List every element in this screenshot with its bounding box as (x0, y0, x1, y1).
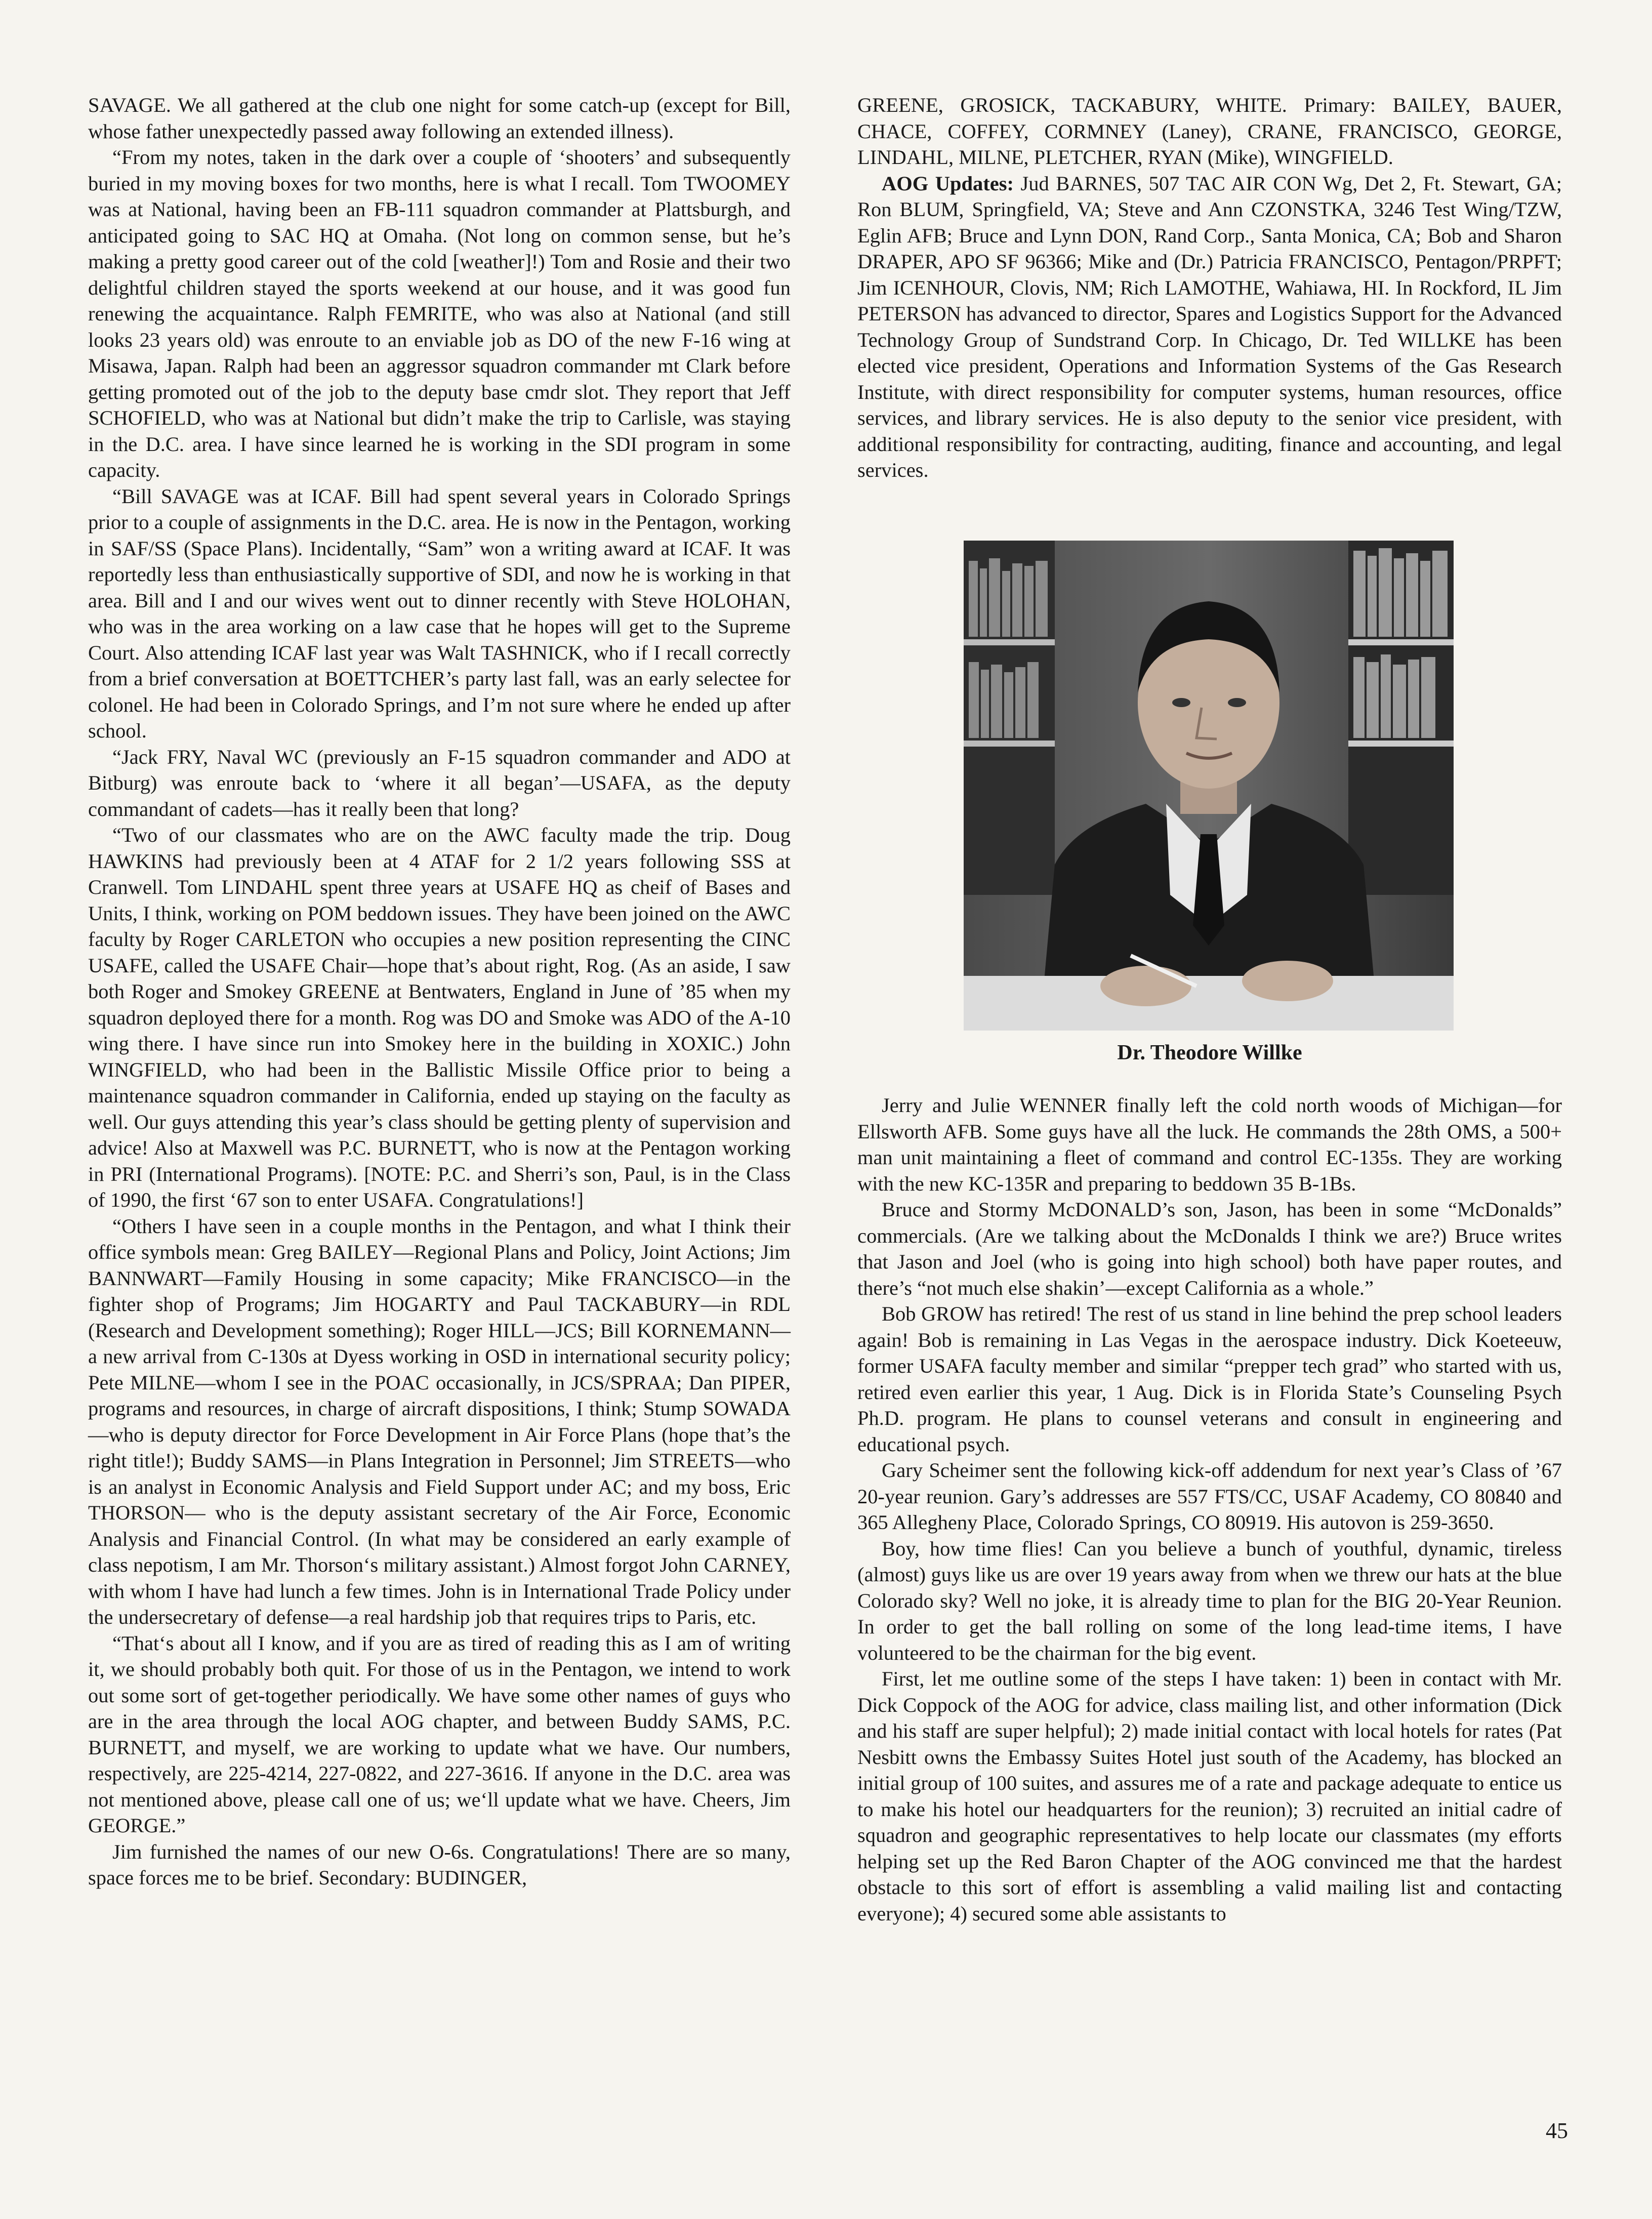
paragraph: Bruce and Stormy McDONALD’s son, Jason, has been in some “McDonalds” commercials. (Are we talking about the McDonalds I think we are?) Bruce writes that Jason and Joel (who is going into high school) both have paper routes, and there’s “not much else shakin’—except California as a whole.” (857, 1198, 1562, 1299)
paragraph: “From my notes, taken in the dark over a couple of ‘shooters’ and subsequently buried in my moving boxes for two months, here is what I recall. Tom TWOOMEY was at National, having been an FB-111 squadron commander at Plattsburgh, and anticipated going to SAC HQ at Omaha. (Not long on common sense, but he’s making a pretty good career out of the cold [weather]!) Tom and Rosie and their two delightful children stayed the sports weekend at our house, and it was good fun renewing the acquaintance. Ralph FEMRITE, who was also at National (and still looks 23 years old) was enroute to an enviable job as DO of the new F-16 wing at Misawa, Japan. Ralph had been an aggressor squadron commander mt Clark before getting promoted out of the job to the deputy base cmdr slot. They report that Jeff SCHOFIELD, who was at National but didn’t make the trip to Carlisle, was staying in the D.C. area. I have since learned he is working in the SDI program in some capacity. (88, 146, 791, 481)
paragraph: First, let me outline some of the steps I have taken: 1) been in contact with Mr. Dick Coppock of the AOG for advice, class mailing list, and other information (Dick and his staff are super helpful); 2) made initial contact with local hotels for rates (Pat Nesbitt owns the Embassy Suites Hotel just south of the Academy, has blocked an initial group of 100 suites, and assures me of a rate and package adequate to entice us to make his hotel our headquarters for the reunion); 3) recruited an initial cadre of squadron and geographic representatives to help locate our classmates (my efforts helping set up the Red Baron Chapter of the AOG convinced me that the hardest obstacle to this sort of effort is assembling a valid mailing list and contacting everyone); 4) secured some able assistants to (857, 1667, 1562, 1925)
photo-caption: Dr. Theodore Willke (1117, 1041, 1302, 1064)
paragraph: “Others I have seen in a couple months in the Pentagon, and what I think their office symbols mean: Greg BAILEY—Regional Plans and Policy, Joint Actions; Jim BANNWART—Family Housing in some capacity; Mike FRANCISCO—in the fighter shop of Programs; Jim HOGARTY and Paul TACKABURY—in RDL (Research and Development something); Roger HILL—JCS; Bill KORNEMANN—a new arrival from C-130s at Dyess working in OSD in international security policy; Pete MILNE—whom I see in the POAC occasionally, in JCS/SPRAA; Dan PIPER, programs and resources, in charge of aircraft dispositions, I think; Stump SOWADA—who is deputy director for Force Development in Air Force Plans (hope that’s the right title!); Buddy SAMS—in Plans Integration in Personnel; Jim STREETS—who is an analyst in Economic Analysis and Field Support under AC; and my boss, Eric THORSON— who is the deputy assistant secretary of the Air Force, Economic Analysis and Financial Control. (In what may be considered an early example of class nepotism, I am Mr. Thorson‘s military assistant.) Almost forgot John CARNEY, with whom I have had lunch a few times. John is in International Trade Policy under the undersecretary of defense—a real hardship job that requires trips to Paris, etc. (88, 1214, 791, 1628)
paragraph (857, 171, 1562, 483)
right-column-top (857, 92, 1562, 483)
paragraph: SAVAGE. We all gathered at the club one night for some catch-up (except for Bill, whose father unexpectedly passed away following an extended illness). (88, 94, 791, 143)
paragraph: Bob GROW has retired! The rest of us stand in line behind the prep school leaders again! Bob is remaining in Las Vegas in the aerospace industry. Dick Koeteeuw, former USAFA faculty member and similar “prepper tech grad” who started with us, retired even earlier this year, 1 Aug. Dick is in Florida State’s Counseling Psych Ph.D. program. He plans to counsel veterans and consult in engineering and educational psych. (857, 1302, 1562, 1456)
paragraph: GREENE, GROSICK, TACKABURY, WHITE. Primary: BAILEY, BAUER, CHACE, COFFEY, CORMNEY (Laney), CRANE, FRANCISCO, GEORGE, LINDAHL, MILNE, PLETCHER, RYAN (Mike), WINGFIELD. (857, 94, 1562, 169)
paragraph: Gary Scheimer sent the following kick-off addendum for next year’s Class of ’67 20-year reunion. Gary’s addresses are 557 FTS/CC, USAF Academy, CO 80840 and 365 Allegheny Place, Colorado Springs, CO 80919. His autovon is 259-3650. (857, 1459, 1562, 1534)
portrait-photo (964, 541, 1454, 1031)
paragraph: Jerry and Julie WENNER finally left the cold north woods of Michigan—for Ellsworth AFB. Some guys have all the luck. He commands the 28th OMS, a 500+ man unit maintaining a fleet of command and control EC-135s. They are working with the new KC-135R and preparing to beddown 35 B-1Bs. (857, 1094, 1562, 1195)
aog-updates-heading: AOG Updates: (882, 172, 1014, 195)
paragraph: “Two of our classmates who are on the AWC faculty made the trip. Doug HAWKINS had previously been at 4 ATAF for 2 1/2 years following SSS at Cranwell. Tom LINDAHL spent three years at USAFE HQ as cheif of Bases and Units, I think, working on POM beddown issues. They have been joined on the AWC faculty by Roger CARLETON who occupies a new position representing the CINC USAFE, called the USAFE Chair—hope that’s about right, Rog. (As an aside, I saw both Roger and Smokey GREENE at Bentwaters, England in June of ’85 when my squadron deployed there for a month. Rog was DO and Smoke was ADO of the A-10 wing there. I have since run into Smokey here in the building in XOXIC.) John WINGFIELD, who had been in the Ballistic Missile Office prior to being a maintenance squadron commander in California, ended up staying on the faculty as well. Our guys attending this year’s class should be getting plenty of supervision and advice! Also at Maxwell was P.C. BURNETT, who is now at the Pentagon working in PRI (International Programs). [NOTE: P.C. and Sherri’s son, Paul, is in the Class of 1990, the first ‘67 son to enter USAFA. Congratulations!] (88, 824, 791, 1211)
left-column (88, 92, 791, 1891)
paragraph: “That‘s about all I know, and if you are as tired of reading this as I am of writing it, we should probably both quit. For those of us in the Pentagon, we intend to work out some sort of get-together periodically. We have some other names of guys who are in the area through the local AOG chapter, and between Buddy SAMS, P.C. BURNETT, and myself, we are working to update what we have. Our numbers, respectively, are 225-4214, 227-0822, and 227-3616. If anyone in the D.C. area was not mentioned above, please call one of us; we‘ll update what we have. Cheers, Jim GEORGE.” (88, 1631, 791, 1837)
paragraph: “Jack FRY, Naval WC (previously an F-15 squadron commander and ADO at Bitburg) was enroute back to ‘where it all began’—USAFA, as the deputy commandant of cadets—has it really been that long? (88, 745, 791, 820)
paragraph: “Bill SAVAGE was at ICAF. Bill had spent several years in Colorado Springs prior to a couple of assignments in the D.C. area. He is now in the Pentagon, working in SAF/SS (Space Plans). Incidentally, “Sam” won a writing award at ICAF. It was reportedly less than enthusiastically supportive of SDI, and now he is working in that area. Bill and I and our wives went out to dinner recently with Steve HOLOHAN, who was in the area working on a law case that he hopes will get to the Supreme Court. Also attending ICAF last year was Walt TASHNICK, who if I recall correctly from a brief conversation at BOETTCHER’s party last fall, was an early selectee for colonel. He had been in Colorado Springs, and I’m not sure where he ended up after school. (88, 484, 791, 742)
paragraph: Boy, how time flies! Can you believe a bunch of youthful, dynamic, tireless (almost) guys like us are over 19 years away from when we threw our hats at the blue Colorado sky? Well no joke, it is already time to plan for the BIG 20-Year Reunion. In order to get the ball rolling on some of the long lead-time items, I have volunteered to be the chairman for the big event. (857, 1537, 1562, 1664)
page-number: 45 (1546, 2118, 1568, 2143)
portrait-image (964, 541, 1454, 1031)
paragraph: Jim furnished the names of our new O-6s. Congratulations! There are so many, space forces me to be brief. Secondary: BUDINGER, (88, 1840, 791, 1889)
right-column-bottom (857, 1092, 1562, 1926)
aog-updates-text: Jud BARNES, 507 TAC AIR CON Wg, Det 2, Ft. Stewart, GA; Ron BLUM, Springfield, VA; Steve and Ann CZONSTKA, 3246 Test Wing/TZW, Eglin AFB; Bruce and Lynn DON, Rand Corp., Santa Monica, CA; Bob and Sharon DRAPER, APO SF 96366; Mike and (Dr.) Patricia FRANCISCO, Pentagon/PRPFT; Jim ICENHOUR, Clovis, NM; Rich LAMOTHE, Wahiawa, HI. In Rockford, IL Jim PETERSON has advanced to director, Spares and Logistics Support for the Advanced Technology Group of Sundstrand Corp. In Chicago, Dr. Ted WILLKE has been elected vice president, Operations and Information Systems of the Gas Research Institute, with direct responsibility for computer systems, human resources, office services, and library services. He is also deputy to the senior vice president, with additional responsibility for contracting, auditing, finance and accounting, and legal services. (857, 172, 1562, 481)
